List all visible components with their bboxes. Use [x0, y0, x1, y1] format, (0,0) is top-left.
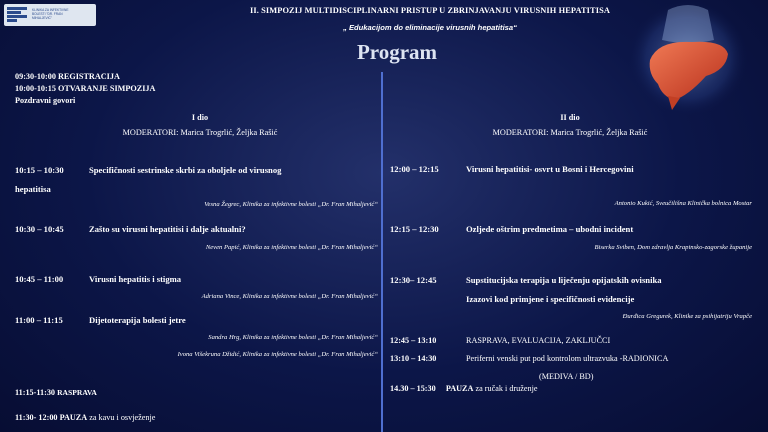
part2-break-label: PAUZA [445, 384, 474, 393]
part1-moderators-names: Marica Trogrlić, Željka Rašić [180, 128, 278, 137]
part1-talk3-title: Virusni hepatitis i stigma [89, 274, 182, 284]
part2-talk3-title-cont: Izazovi kod primjene i specifičnosti evidencije [466, 294, 635, 304]
opening: 10:00-10:15 OTVARANJE SIMPOZIJA [15, 84, 156, 93]
part1-talk4-time: 11:00 – 11:15 [15, 315, 63, 325]
part1-talk4-speaker1: Sandra Hrg, Klinika za infektivne bolesti „Dr. Fran Mihaljević“ [208, 334, 378, 341]
part2-discussion-label: RASPRAVA, EVALUACIJA, ZAKLJUČCI [466, 336, 611, 345]
part1-discussion [15, 388, 97, 397]
part1-discussion-label: RASPRAVA [57, 388, 97, 397]
part2-talk3-speaker: Đurđica Gregurek, Klinike za psihijatriju Vrapče [622, 313, 752, 320]
part2-moderators [430, 128, 710, 137]
part1-talk3-speaker: Adriana Vince, Klinika za infektivne bolesti „Dr. Fran Mihaljević“ [201, 293, 378, 300]
part2-talk3-title: Supstitucijska terapija u liječenju opijatskih ovisnika [466, 275, 662, 285]
part1-talk4-speaker2: Ivona Višekruna Džidić, Klinika za infektivne bolesti „Dr. Fran Mihaljević“ [177, 351, 378, 358]
part2-talk2-time: 12:15 – 12:30 [390, 224, 439, 234]
part1-discussion-time: 11:15-11:30 [15, 388, 56, 397]
stacked-bars-logo-icon [7, 6, 29, 24]
part2-talk1-title: Virusni hepatitisi- osvrt u Bosni i Hercegovini [466, 164, 634, 174]
part2-workshop-time: 13:10 – 14:30 [390, 354, 437, 363]
part2-moderators-label: MODERATORI: [492, 128, 549, 137]
part2-title: II dio [560, 113, 580, 122]
part2-talk1-speaker: Antonio Kukić, Sveučilišna Klinička bolnica Mostar [614, 200, 752, 207]
part1-break-time: 11:30- 12:00 [15, 413, 58, 422]
registration: 09:30-10:00 REGISTRACIJA [15, 72, 120, 81]
part1-talk1-title-cont: hepatitisa [15, 184, 51, 194]
part2-moderators-names: Marica Trogrlić, Željka Rašić [550, 128, 648, 137]
liver-illustration-icon [628, 0, 748, 118]
part1-moderators-label: MODERATORI: [122, 128, 179, 137]
part2-break-time: 14.30 – 15:30 [390, 384, 436, 393]
greetings: Pozdravni govori [15, 96, 76, 105]
part1-moderators [60, 128, 340, 137]
part2-workshop-sponsor: (MEDIVA / BD) [539, 372, 594, 381]
part2-break [390, 384, 538, 393]
part1-break [15, 413, 155, 422]
part2-discussion-time: 12:45 – 13:10 [390, 336, 437, 345]
clinic-logo [4, 4, 96, 26]
part1-talk2-speaker: Neven Papić, Klinika za infektivne bolesti „Dr. Fran Mihaljević“ [205, 244, 378, 251]
part2-workshop-title: Periferni venski put pod kontrolom ultrazvuka -RADIONICA [466, 354, 669, 363]
part1-talk2-title: Zašto su virusni hepatitisi i dalje aktualni? [89, 224, 246, 234]
program-title: Program [356, 40, 438, 64]
part1-talk1-title: Specifičnosti sestrinske skrbi za oboljele od virusnog [89, 165, 282, 175]
part2-talk1-time: 12:00 – 12:15 [390, 164, 439, 174]
part1-break-text: za kavu i osvježenje [89, 413, 156, 422]
part1-talk1-speaker: Vesna Žegrec, Klinika za infektivne bolesti „Dr. Fran Mihaljević“ [204, 201, 378, 208]
logo-text: KLINIKA ZA INFEKTIVNE BOLESTI "DR. FRAN MIHALJEVIĆ" [32, 8, 69, 20]
part1-title: I dio [191, 113, 209, 122]
part1-talk3-time: 10:45 – 11:00 [15, 274, 64, 284]
part1-break-label: PAUZA [59, 413, 88, 422]
part1-talk2-time: 10:30 – 10:45 [15, 224, 64, 234]
part2-talk2-title: Ozljede oštrim predmetima – ubodni incident [466, 224, 634, 234]
part2-talk3-time: 12:30– 12:45 [390, 275, 437, 285]
column-divider [381, 72, 383, 432]
part2-break-text: za ručak i druženje [475, 384, 538, 393]
symposium-title: II. SIMPOZIJ MULTIDISCIPLINARNI PRISTUP U ZBRINJAVANJU VIRUSNIH HEPATITISA [250, 6, 610, 15]
symposium-motto: „ Edukacijom do eliminacije virusnih hepatitisa“ [343, 23, 517, 32]
part2-talk2-speaker: Biserka Sviben, Dom zdravlja Krapinsko-zagorske županije [594, 244, 752, 251]
part1-talk1-time: 10:15 – 10:30 [15, 165, 64, 175]
part1-talk4-title: Dijetoterapija bolesti jetre [89, 315, 186, 325]
